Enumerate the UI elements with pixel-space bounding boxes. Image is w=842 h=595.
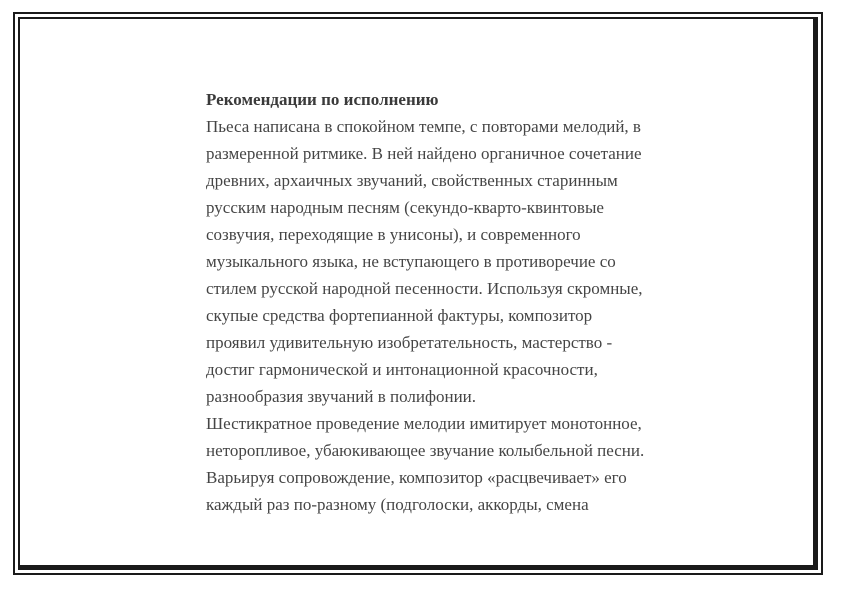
text-line: проявил удивительную изобретательность, мастерство -: [206, 333, 613, 352]
text-line: разнообразия звучаний в полифонии.: [206, 387, 477, 406]
text-line: русским народным песням (секундо-кварто-квинтовые: [206, 198, 604, 217]
text-line: Варьируя сопровождение, композитор «расцвечивает» его: [206, 468, 627, 487]
text-line: древних, архаичных звучаний, свойственных старинным: [206, 171, 618, 190]
text-line: достиг гармонической и интонационной красочности,: [206, 360, 598, 379]
text-line: каждый раз по-разному (подголоски, аккорды, смена: [206, 495, 589, 514]
text-line: Шестикратное проведение мелодии имитирует монотонное,: [206, 414, 642, 433]
text-line: скупые средства фортепианной фактуры, композитор: [206, 306, 593, 325]
text-line: стилем русской народной песенности. Используя скромные,: [206, 279, 643, 298]
text-line: музыкального языка, не вступающего в противоречие со: [206, 252, 616, 271]
text-line: неторопливое, убаюкивающее звучание колыбельной песни.: [206, 441, 645, 460]
document-body: [206, 86, 736, 518]
document-heading: Рекомендации по исполнению: [206, 90, 439, 109]
text-line: размеренной ритмике. В ней найдено органичное сочетание: [206, 144, 642, 163]
text-line: созвучия, переходящие в унисоны), и современного: [206, 225, 581, 244]
text-line: Пьеса написана в спокойном темпе, с повторами мелодий, в: [206, 117, 641, 136]
